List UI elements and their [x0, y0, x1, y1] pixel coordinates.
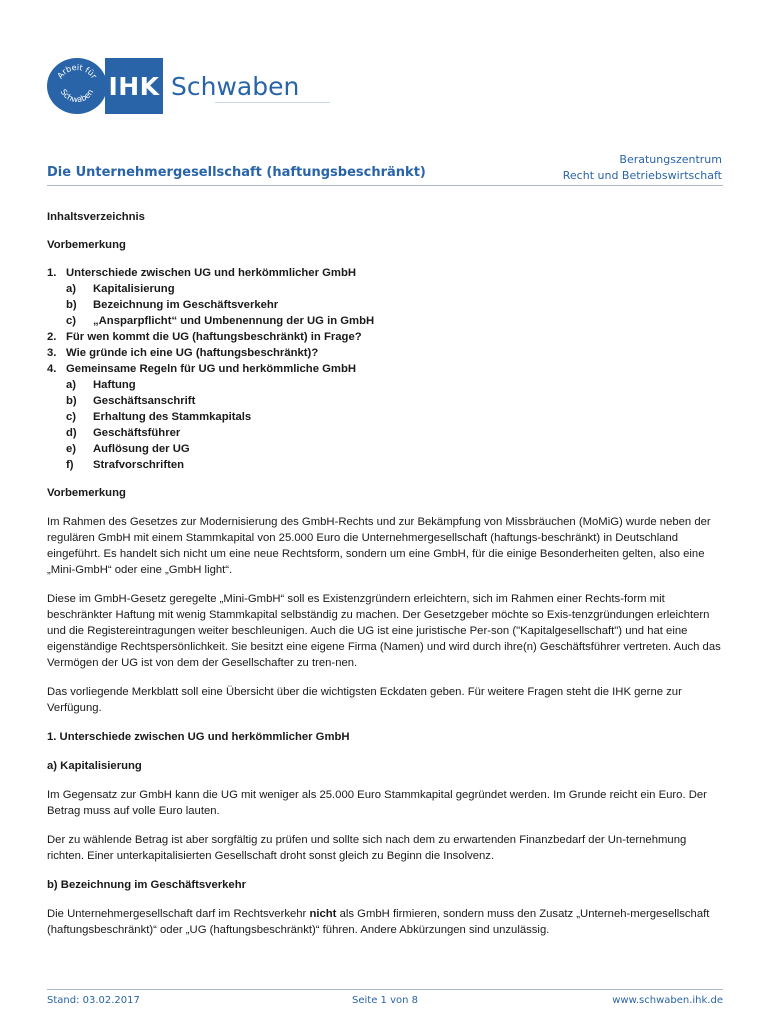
svg-text:Arbeit für	[56, 63, 99, 81]
table-of-contents	[47, 265, 723, 473]
paragraph: Die Unternehmergesellschaft darf im Rechtsverkehr nicht als GmbH firmieren, sondern muss den Zusatz „Unterneh-mergesellschaft (haftungsbeschränkt)“ oder „UG (haftungsbeschränkt)“ führen. Andere Abkürzungen sind unzulässig.	[47, 908, 710, 936]
footer-url[interactable]: www.schwaben.ihk.de	[612, 995, 723, 1006]
toc-subitem: f) Strafvorschriften	[66, 459, 185, 471]
toc-subitem: c) „Ansparpflicht“ und Umbenennung der UG in GmbH	[66, 315, 375, 327]
toc-item: 3. Wie gründe ich eine UG (haftungsbeschränkt)?	[47, 347, 319, 359]
toc-subitem: b) Bezeichnung im Geschäftsverkehr	[66, 299, 279, 311]
department-line-1: Beratungszentrum	[619, 153, 722, 166]
section-heading: 1. Unterschiede zwischen UG und herkömmlicher GmbH	[47, 731, 350, 743]
logo-seal-icon	[47, 58, 107, 114]
logo-abbr: IHK	[108, 71, 160, 101]
logo-region: Schwaben	[171, 71, 300, 101]
toc-item: 4. Gemeinsame Regeln für UG und herkömmliche GmbH	[47, 363, 357, 375]
footer-date: Stand: 03.02.2017	[47, 995, 140, 1006]
toc-subitem: a) Kapitalisierung	[66, 283, 175, 295]
toc-item: 1. Unterschiede zwischen UG und herkömmlicher GmbH	[47, 267, 357, 279]
toc-item: 2. Für wen kommt die UG (haftungsbeschränkt) in Frage?	[47, 331, 362, 343]
paragraph: Im Rahmen des Gesetzes zur Modernisierung des GmbH-Rechts und zur Bekämpfung von Missbräuchen (MoMiG) wurde neben der regulären GmbH mit einem Stammkapital von 25.000 Euro die Unternehmergesellschaft (haftungs-beschränkt) in Deutschland eingeführt. Es handelt sich nicht um eine neue Rechtsform, sondern um eine GmbH, für die einige Besonderheiten gelten, also eine „Mini-GmbH“ oder eine „GmbH light“.	[47, 516, 711, 576]
toc-pre-item: Vorbemerkung	[47, 239, 126, 251]
paragraph: Das vorliegende Merkblatt soll eine Übersicht über die wichtigsten Eckdaten geben. Für weitere Fragen steht die IHK gerne zur Verfügung.	[47, 686, 682, 714]
logo-circle-text-top: Arbeit für	[55, 62, 99, 81]
ihk-logo	[47, 58, 299, 114]
toc-heading: Inhaltsverzeichnis	[47, 211, 145, 223]
logo-circle-text-bottom: Schwaben	[58, 87, 96, 105]
toc-subitem: e) Auflösung der UG	[66, 443, 190, 455]
header-divider	[47, 185, 723, 186]
toc-subitem: a) Haftung	[66, 379, 136, 391]
footer-page-number: Seite 1 von 8	[352, 995, 418, 1006]
subsection-heading: b) Bezeichnung im Geschäftsverkehr	[47, 879, 247, 891]
toc-subitem: c) Erhaltung des Stammkapitals	[66, 411, 252, 423]
svg-text:Schwaben	[59, 88, 96, 105]
toc-subitem: d) Geschäftsführer	[66, 427, 181, 439]
document-title: Die Unternehmergesellschaft (haftungsbeschränkt)	[47, 165, 426, 180]
paragraph: Diese im GmbH-Gesetz geregelte „Mini-GmbH“ soll es Existenzgründern erleichtern, sich im Rahmen einer Rechts-form mit beschränkter Haftung mit wenig Stammkapital selbständig zu machen. Der Gesetzgeber möchte so Exis-tenzgründungen erleichtern und die Registereintragungen weiter beschleunigen. Auch die UG ist eine juristische Per-son ("Kapitalgesellschaft") und hat eine eigenständige Rechtspersönlichkeit. Sie besitzt eine eigene Firma (Namen) und wird durch ihre(n) Geschäftsführer vertreten. Auch das Vermögen der UG ist von dem der Gesellschafter zu tren-nen.	[47, 593, 721, 669]
department-block	[563, 152, 722, 184]
paragraph: Im Gegensatz zur GmbH kann die UG mit weniger als 25.000 Euro Stammkapital gegründet werden. Im Grunde reicht ein Euro. Der Betrag muss auf volle Euro lauten.	[47, 789, 707, 817]
subsection-heading: a) Kapitalisierung	[47, 760, 142, 772]
emphasis: nicht	[309, 908, 337, 920]
document-body	[47, 209, 723, 938]
footer-divider	[47, 989, 723, 990]
logo-underline	[215, 102, 330, 103]
toc-subitem: b) Geschäftsanschrift	[66, 395, 196, 407]
logo-abbr-box	[105, 58, 163, 114]
department-line-2: Recht und Betriebswirtschaft	[562, 169, 722, 182]
section-heading: Vorbemerkung	[47, 487, 126, 499]
paragraph: Der zu wählende Betrag ist aber sorgfältig zu prüfen und sollte sich nach dem zu erwartenden Finanzbedarf der Un-ternehmung richten. Einer unterkapitalisierten Gesellschaft droht sonst gleich zu Beginn die Insolvenz.	[47, 834, 687, 862]
